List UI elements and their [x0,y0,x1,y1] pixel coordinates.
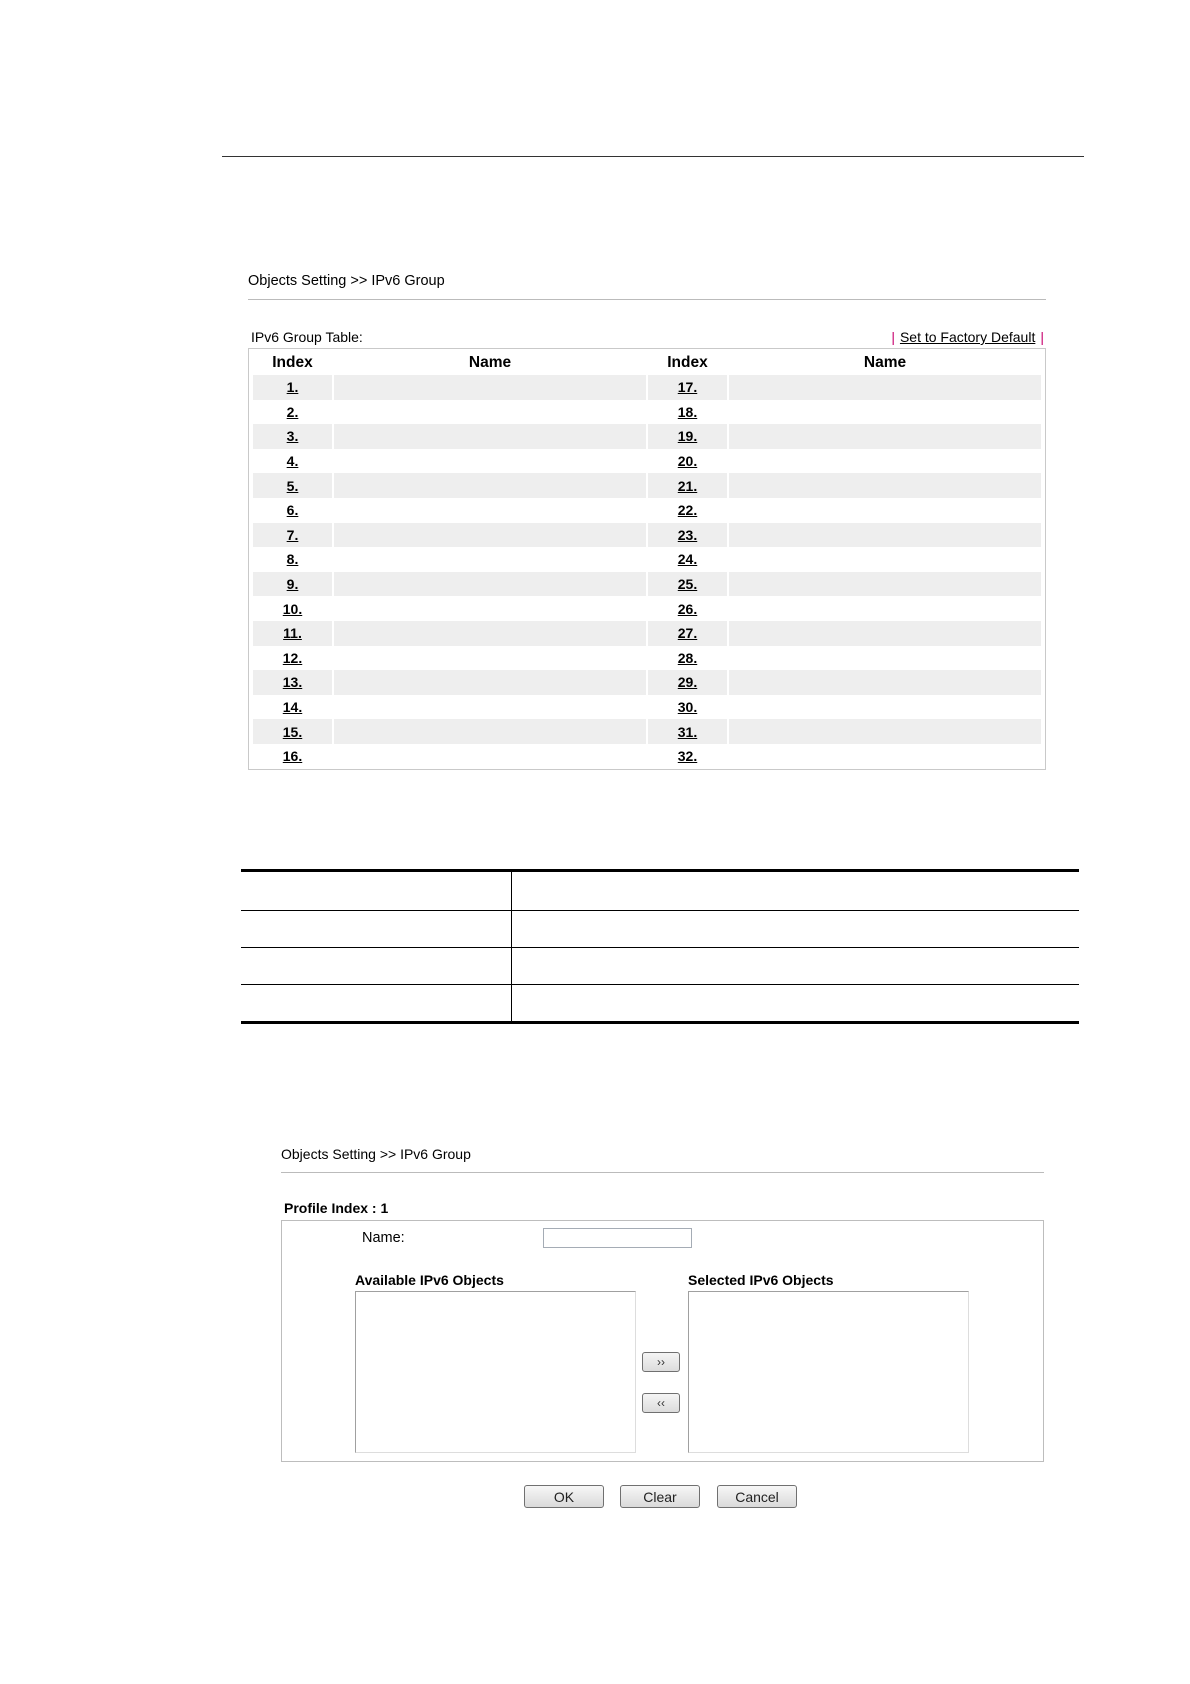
table-row [253,670,1041,695]
profile-name-cell [729,473,1041,498]
table-row [241,985,1079,1023]
column-header-index: Index [272,353,313,371]
table-row [253,523,1041,548]
profile-index-link[interactable]: 22. [677,502,698,519]
profile-name-cell [334,744,646,769]
profile-name-cell [729,621,1041,646]
table-row [253,424,1041,449]
table-row [253,572,1041,597]
table-row [253,375,1041,400]
profile-name-cell [729,670,1041,695]
profile-index-label: Profile Index : 1 [284,1200,389,1216]
table-row [253,621,1041,646]
separator: | [891,329,895,345]
profile-index-link[interactable]: 3. [253,424,332,449]
profile-name-cell [729,719,1041,744]
table-row [241,911,1079,948]
profile-name-cell [334,547,646,572]
name-label: Name: [362,1230,405,1246]
table-row [253,400,1041,425]
profile-index-link[interactable]: 10. [282,600,303,617]
profile-index-link[interactable]: 30. [677,699,698,716]
clear-button[interactable]: Clear [620,1485,700,1508]
table-row [253,473,1041,498]
table-cell [241,871,512,911]
profile-index-link[interactable]: 32. [677,748,698,765]
profile-name-cell [334,473,646,498]
description-table [241,869,1079,1024]
separator: | [1040,329,1044,345]
profile-name-cell [729,646,1041,671]
ipv6-group-table [248,348,1046,770]
ipv6-group-profile-screen [281,1143,1044,1505]
table-row [253,596,1041,621]
profile-name-cell [729,498,1041,523]
table-row [253,449,1041,474]
table-caption: IPv6 Group Table: [251,329,363,345]
profile-index-link[interactable]: 18. [677,403,698,420]
ipv6-group-table-screen [248,270,1046,770]
table-header-bar [248,326,1046,348]
profile-index-link[interactable]: 5. [253,473,332,498]
table-row [253,498,1041,523]
table-row [253,744,1041,769]
profile-form [281,1220,1044,1462]
profile-index-link[interactable]: 20. [677,453,698,470]
remove-object-button[interactable]: ‹‹ [642,1393,680,1413]
profile-index-link[interactable]: 15. [253,719,332,744]
profile-name-cell [334,695,646,720]
table-cell [241,911,512,948]
profile-name-cell [334,621,646,646]
profile-index-link[interactable]: 16. [282,748,303,765]
profile-name-cell [729,695,1041,720]
profile-name-cell [334,498,646,523]
profile-index-link[interactable]: 7. [253,523,332,548]
profile-name-cell [334,375,646,400]
profile-index-link[interactable]: 12. [282,649,303,666]
profile-name-cell [334,424,646,449]
profile-name-cell [334,400,646,425]
breadcrumb: Objects Setting >> IPv6 Group [281,1146,471,1162]
cancel-button[interactable]: Cancel [717,1485,797,1508]
profile-index-link[interactable]: 24. [677,551,698,568]
profile-name-cell [729,400,1041,425]
selected-objects-label: Selected IPv6 Objects [688,1272,834,1288]
table-cell [512,871,1080,911]
profile-index-link[interactable]: 9. [253,572,332,597]
profile-index-link[interactable]: 25. [648,572,727,597]
profile-name-cell [729,523,1041,548]
profile-index-link[interactable]: 29. [648,670,727,695]
table-row [241,948,1079,985]
profile-name-cell [729,547,1041,572]
profile-index-link[interactable]: 4. [286,453,299,470]
profile-index-link[interactable]: 28. [677,649,698,666]
table-row [253,695,1041,720]
profile-name-cell [334,670,646,695]
profile-name-cell [729,596,1041,621]
table-cell [241,948,512,985]
table-cell [512,985,1080,1023]
profile-index-link[interactable]: 19. [648,424,727,449]
table-cell [241,985,512,1023]
name-input[interactable] [543,1228,692,1248]
ok-button[interactable]: OK [524,1485,604,1508]
profile-name-cell [729,572,1041,597]
profile-name-cell [334,572,646,597]
profile-index-link[interactable]: 11. [253,621,332,646]
add-object-button[interactable]: ›› [642,1352,680,1372]
table-cell [512,911,1080,948]
profile-index-link[interactable]: 23. [648,523,727,548]
profile-name-cell [729,744,1041,769]
column-header-name: Name [468,353,512,371]
table-row [253,646,1041,671]
breadcrumb-divider [248,299,1046,300]
breadcrumb: Objects Setting >> IPv6 Group [248,273,445,289]
profile-name-cell [334,596,646,621]
profile-name-cell [334,523,646,548]
profile-name-cell [334,449,646,474]
profile-name-cell [334,646,646,671]
profile-index-link[interactable]: 2. [286,403,299,420]
profile-index-link[interactable]: 27. [648,621,727,646]
profile-index-link[interactable]: 17. [648,375,727,400]
profile-index-link[interactable]: 6. [286,502,299,519]
table-row [241,871,1079,911]
column-header-index: Index [667,353,708,371]
available-objects-list[interactable] [355,1291,636,1453]
breadcrumb-divider [281,1172,1044,1173]
profile-index-link[interactable]: 31. [648,719,727,744]
page-header-rule [222,156,1084,157]
table-cell [512,948,1080,985]
set-to-factory-default-link[interactable]: Set to Factory Default [899,329,1036,345]
available-objects-label: Available IPv6 Objects [355,1272,504,1288]
table-row [253,719,1041,744]
profile-name-cell [729,449,1041,474]
profile-name-cell [729,375,1041,400]
table-row [253,547,1041,572]
profile-name-cell [729,424,1041,449]
profile-index-link[interactable]: 1. [253,375,332,400]
selected-objects-list[interactable] [688,1291,969,1453]
column-header-name: Name [863,353,907,371]
profile-index-link[interactable]: 21. [648,473,727,498]
profile-index-link[interactable]: 14. [282,699,303,716]
profile-index-link[interactable]: 13. [253,670,332,695]
profile-name-cell [334,719,646,744]
profile-index-link[interactable]: 8. [286,551,299,568]
profile-index-link[interactable]: 26. [677,600,698,617]
factory-default-area [891,329,1044,345]
